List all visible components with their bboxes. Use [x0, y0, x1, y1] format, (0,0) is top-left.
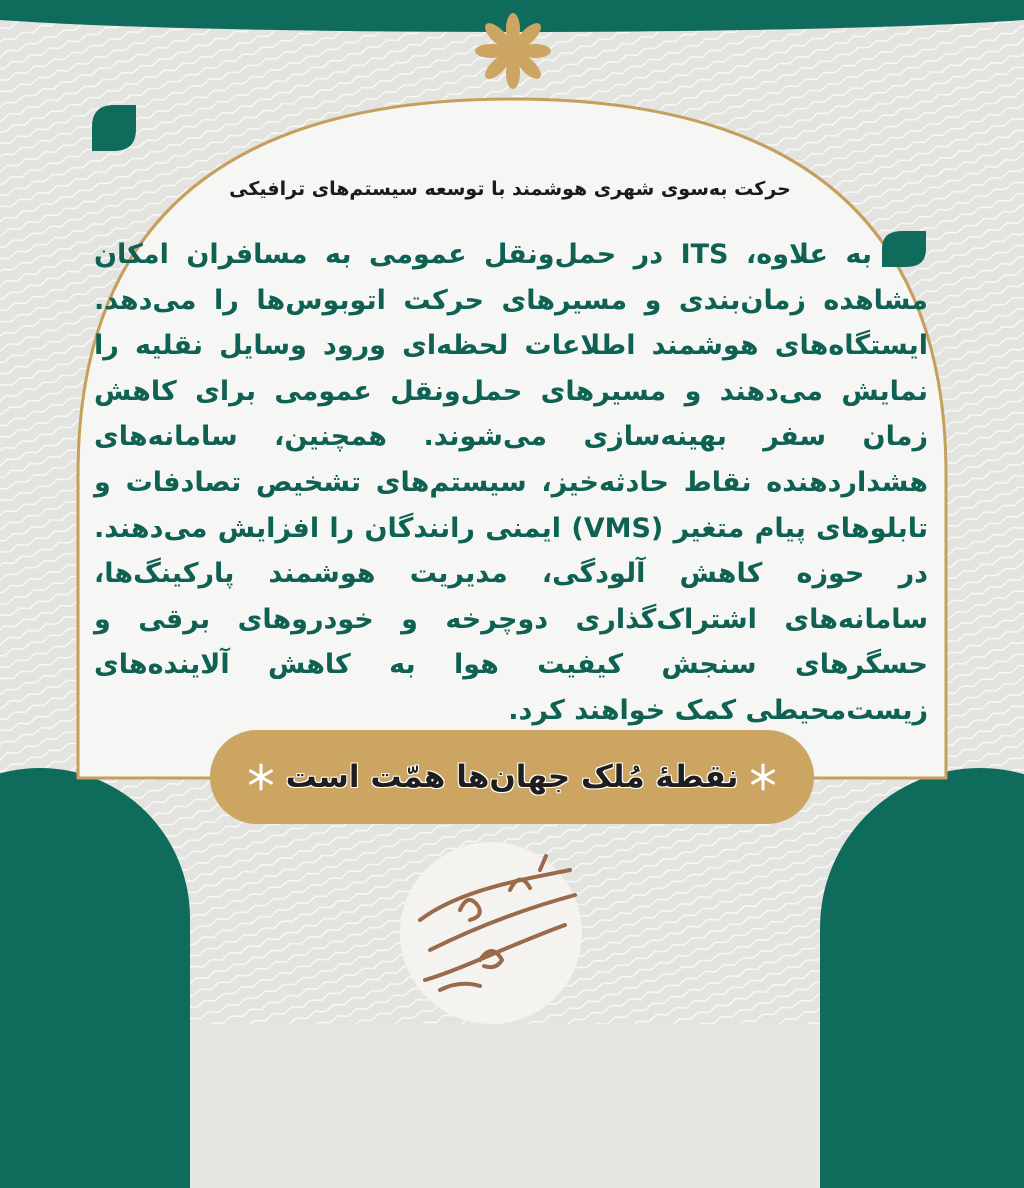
quote-text: نقطهٔ مُلک جهان‌ها همّت است — [285, 759, 739, 795]
corner-shape-left — [0, 768, 190, 1188]
flower-icon — [470, 8, 556, 94]
snowflake-icon — [246, 762, 276, 792]
snowflake-icon — [748, 762, 778, 792]
post-heading: حرکت به‌سوی شهری هوشمند با توسعه سیستم‌های ترافیکی — [229, 178, 791, 200]
signature-logo — [400, 850, 590, 1010]
quote-banner — [210, 730, 814, 824]
body-paragraph: به علاوه، ITS در حمل‌ونقل عمومی به مسافران امکان مشاهده زمان‌بندی و مسیرهای حرکت اتوبوس‌ها را می‌دهد. ایستگاه‌های هوشمند اطلاعات لحظه‌ای ورود وسایل نقلیه را نمایش می‌دهند و مسیرهای حمل‌ونقل عمومی برای کاهش زمان سفر بهینه‌سازی می‌شوند. همچنین، سامانه‌های هشداردهنده نقاط حادثه‌خیز، سیستم‌های تشخیص تصادفات و تابلوهای پیام متغیر (VMS) ایمنی رانندگان را افزایش می‌دهند. در حوزه کاهش آلودگی، مدیریت هوشمند پارکینگ‌ها، سامانه‌های اشتراک‌گذاری دوچرخه و خودروهای برقی و حسگرهای سنجش کیفیت هوا به کاهش آلاینده‌های زیست‌محیطی کمک خواهند کرد. — [94, 239, 928, 726]
leaf-icon — [90, 103, 138, 153]
